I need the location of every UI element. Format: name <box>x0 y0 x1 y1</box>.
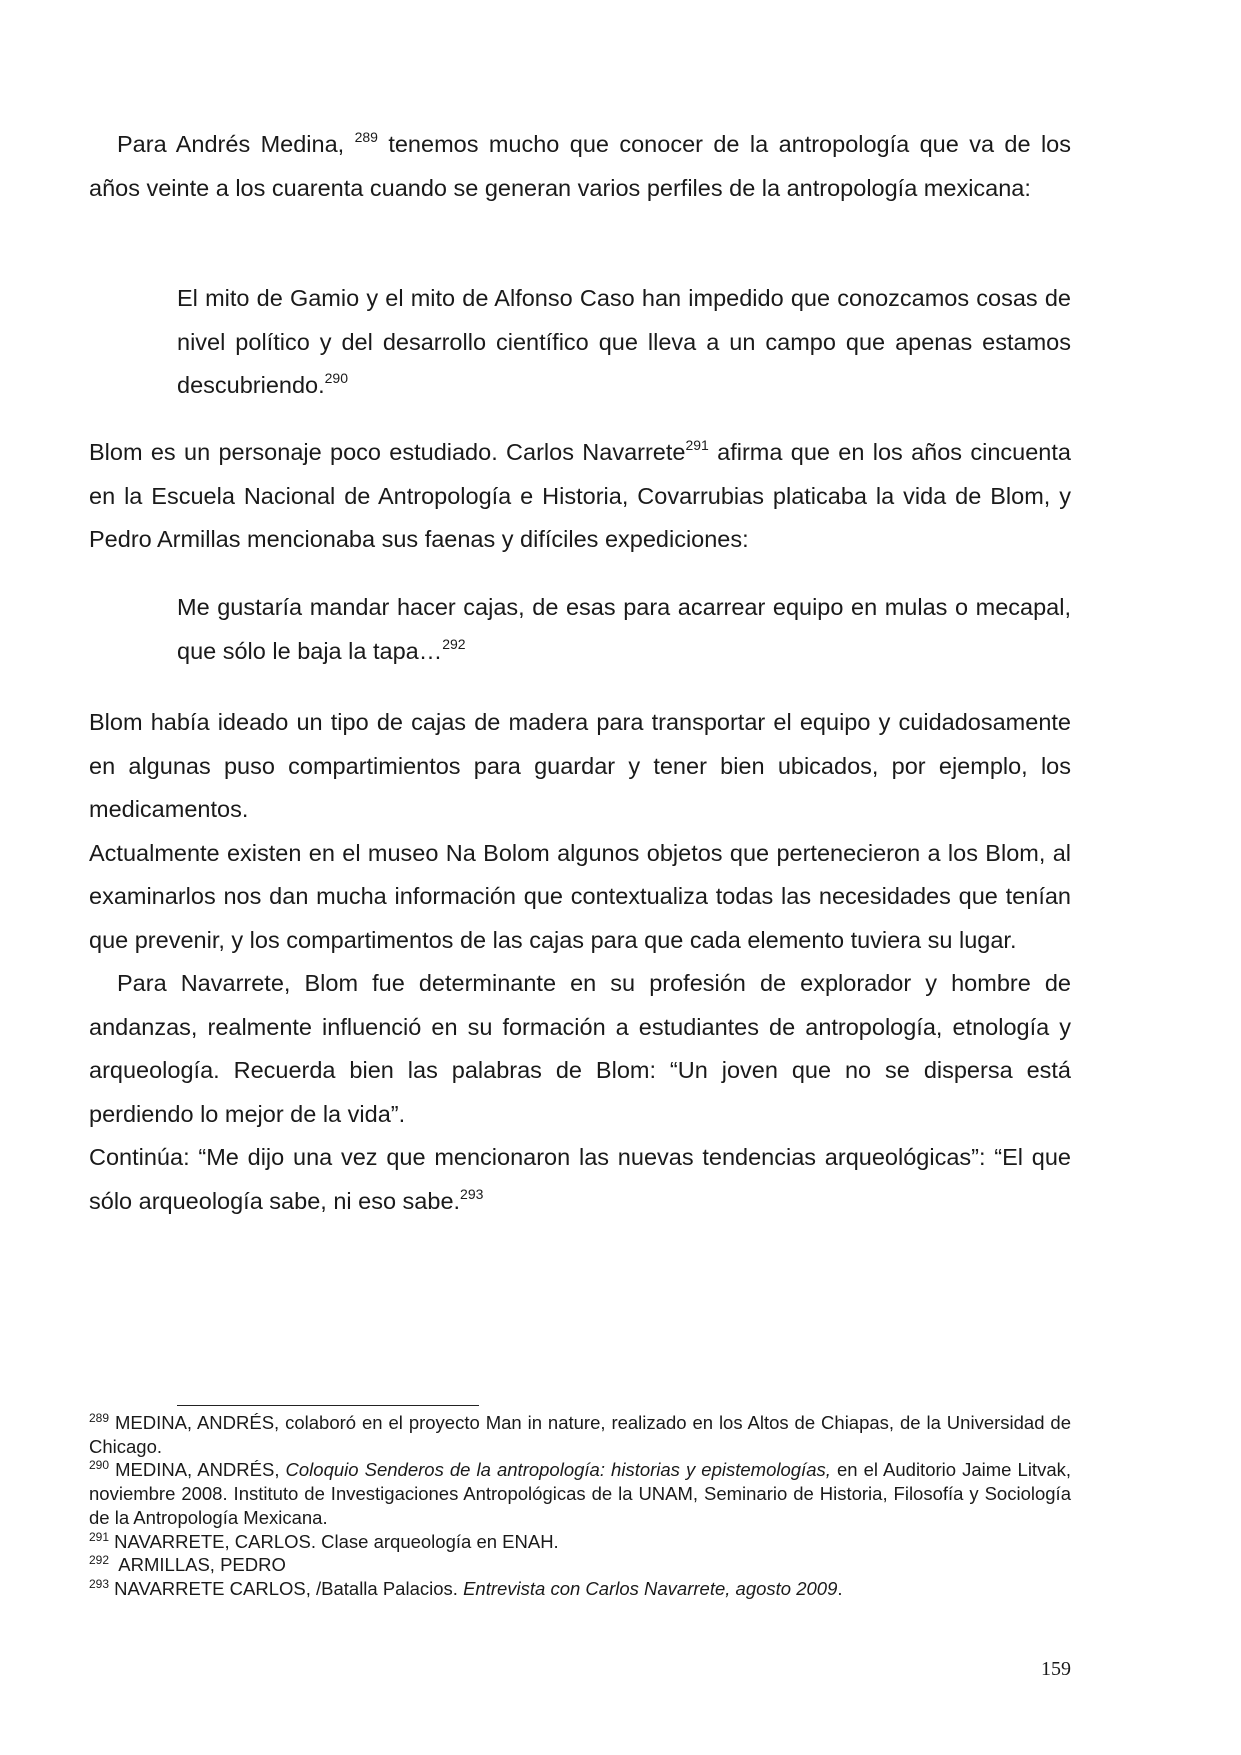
footnote-ref-292[interactable]: 292 <box>442 635 466 652</box>
footnote-title: Coloquio Senderos de la antropología: historias y epistemologías, <box>285 1459 831 1481</box>
block-quote-medina <box>177 277 1071 408</box>
footnote-text: NAVARRETE, CARLOS. Clase arqueología en ENAH. <box>109 1530 559 1552</box>
footnote-text: . <box>837 1577 843 1599</box>
footnote-289 <box>89 1411 1071 1458</box>
text-run: afirma que en los años cincuenta en la Escuela Nacional de Antropología e Historia, Covarrubias platicaba la vida de Blom, y Pedro Armillas mencionaba sus faenas y difíciles expediciones: <box>89 439 1071 552</box>
footnote-290 <box>89 1458 1071 1529</box>
text-run: Blom es un personaje poco estudiado. Carlos Navarrete <box>89 439 686 465</box>
body-text-block <box>89 701 1071 1223</box>
footnote-number: 292 <box>89 1553 110 1568</box>
footnote-ref-293[interactable]: 293 <box>460 1185 484 1202</box>
footnote-text: ARMILLAS, PEDRO <box>109 1554 286 1576</box>
footnote-separator <box>177 1405 479 1406</box>
quote-text: Me gustaría mandar hacer cajas, de esas para acarrear equipo en mulas o mecapal, que sólo le baja la tapa… <box>177 594 1071 664</box>
page-number: 159 <box>1041 1658 1071 1680</box>
footnote-number: 289 <box>89 1411 110 1425</box>
footnote-number: 293 <box>89 1576 110 1591</box>
paragraph-museo-na-bolom: Actualmente existen en el museo Na Bolom algunos objetos que pertenecieron a los Blom, al examinarlos nos dan mucha información que contextualiza todas las necesidades que tenían que prevenir, y los compartimentos de las cajas para que cada elemento tuviera su lugar. <box>89 839 1071 953</box>
footnote-ref-291[interactable]: 291 <box>685 437 709 453</box>
paragraph-blom-navarrete <box>89 431 1071 562</box>
footnotes <box>89 1411 1071 1601</box>
footnote-number: 291 <box>89 1529 110 1544</box>
footnote-text: en el Auditorio Jaime Litvak, noviembre 2008. Instituto de Investigaciones Antropológicas de la UNAM, Seminario de Historia, Filosofía y Sociología de la Antropología Mexicana. <box>89 1459 1071 1528</box>
footnote-293 <box>89 1577 1071 1601</box>
footnote-text: NAVARRETE CARLOS, /Batalla Palacios. <box>109 1577 464 1599</box>
footnote-title: Entrevista con Carlos Navarrete, agosto 2009 <box>463 1577 838 1599</box>
footnote-292 <box>89 1553 1071 1577</box>
paragraph-medina-intro <box>89 123 1071 210</box>
footnote-number: 290 <box>89 1458 110 1473</box>
footnote-ref-289[interactable]: 289 <box>354 129 378 145</box>
paragraph-continua <box>89 1136 1071 1223</box>
text-run: Para Andrés Medina, <box>117 131 355 157</box>
quote-text: El mito de Gamio y el mito de Alfonso Caso han impedido que conozcamos cosas de nivel político y del desarrollo científico que lleva a un campo que apenas estamos descubriendo. <box>177 285 1071 398</box>
footnote-text: MEDINA, ANDRÉS, <box>109 1459 286 1481</box>
footnote-text: MEDINA, ANDRÉS, colaboró en el proyecto Man in nature, realizado en los Altos de Chiapas, de la Universidad de Chicago. <box>89 1412 1071 1457</box>
footnote-291 <box>89 1530 1071 1554</box>
text-run: tenemos mucho que conocer de la antropología que va de los años veinte a los cuarenta cuando se generan varios perfiles de la antropología mexicana: <box>89 131 1071 201</box>
block-quote-blom <box>177 586 1071 673</box>
paragraph-navarrete-blom: Para Navarrete, Blom fue determinante en su profesión de explorador y hombre de andanzas, realmente influenció en su formación a estudiantes de antropología, etnología y arqueología. Recuerda bien las palabras de Blom: “Un joven que no se dispersa está perdiendo lo mejor de la vida”. <box>89 970 1071 1127</box>
text-run: Continúa: “Me dijo una vez que mencionaron las nuevas tendencias arqueológicas”: “El que sólo arqueología sabe, ni eso sabe. <box>89 1144 1071 1214</box>
footnote-ref-290[interactable]: 290 <box>324 370 348 386</box>
paragraph-cajas: Blom había ideado un tipo de cajas de madera para transportar el equipo y cuidadosamente en algunas puso compartimientos para guardar y tener bien ubicados, por ejemplo, los medicamentos. <box>89 709 1071 822</box>
